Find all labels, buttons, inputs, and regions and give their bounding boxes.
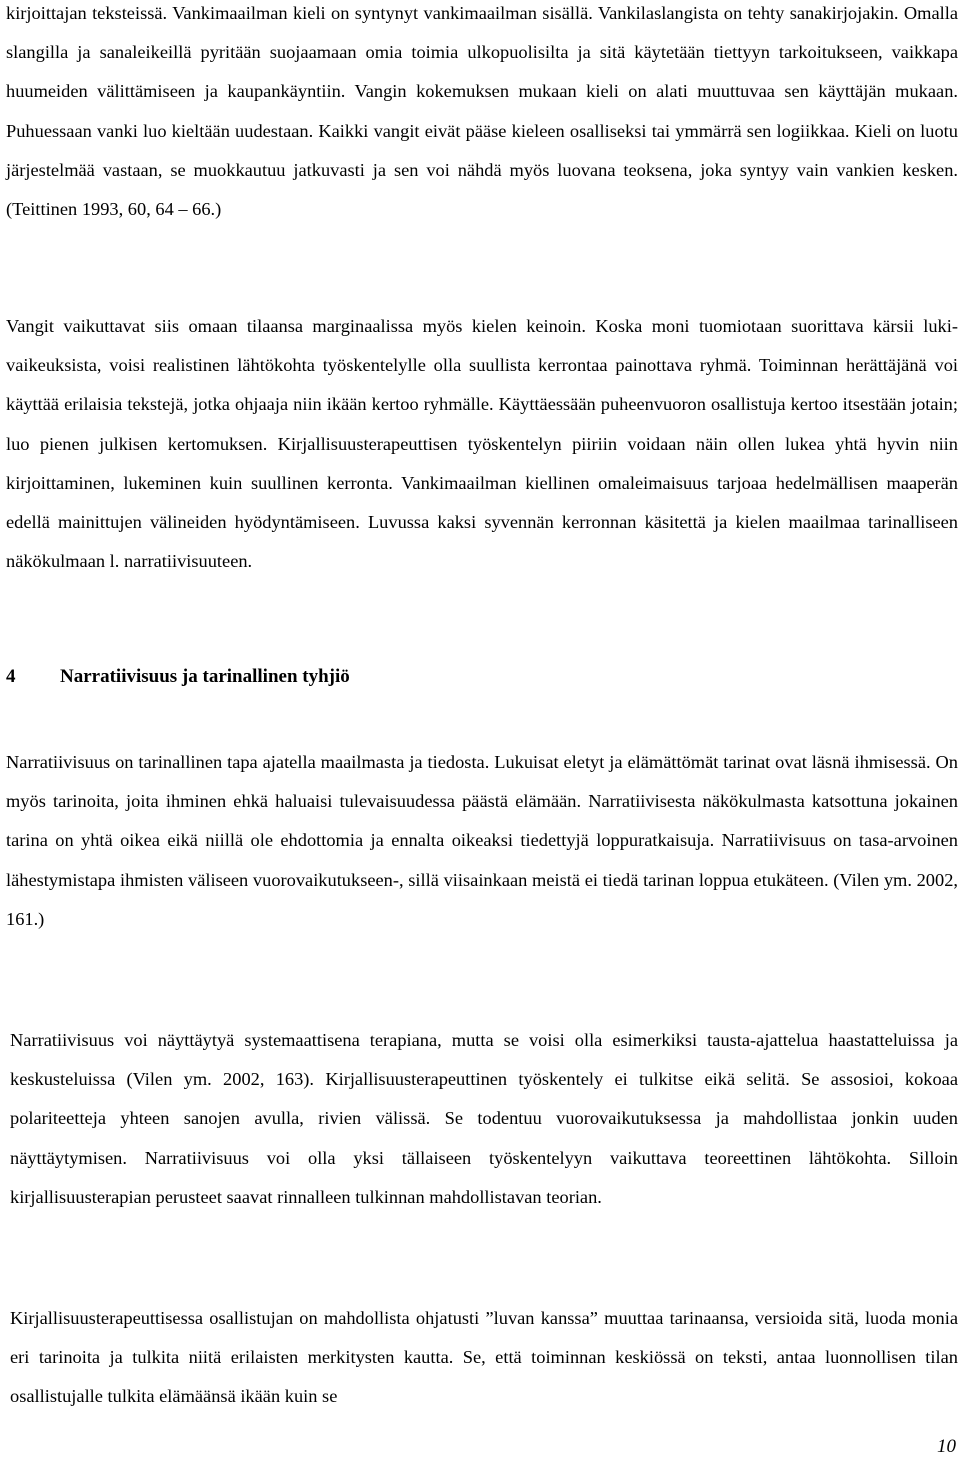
body-paragraph-4: Narratiivisuus voi näyttäytyä systemaattisena terapiana, mutta se voisi olla esimerkiksi tausta-ajattelua haastatteluissa ja keskusteluissa (Vilen ym. 2002, 163). Kirjallisuusterapeuttinen työskentely ei tulkitse eikä selitä. Se assosioi, kokoaa polariteetteja yhteen sanojen avulla, rivien välissä. Se todentuu vuorovaikutuksessa ja mahdollistaa jonkin uuden näyttäytymisen. Narratiivisuus voi olla yksi tällaiseen työskentelyyn vaikuttava teoreettinen lähtökohta. Silloin kirjallisuusterapian perusteet saavat rinnalleen tulkinnan mahdollistavan teorian. — [10, 1030, 958, 1207]
body-paragraph-5: Kirjallisuusterapeuttisessa osallistujan on mahdollista ohjatusti ”luvan kanssa” muuttaa tarinaansa, versioida sitä, luoda monia eri tarinoita ja tulkita niitä erilaisten merkitysten kautta. Se, että toiminnan keskiössä on teksti, antaa luonnollisen tilan osallistujalle tulkita elämäänsä ikään kuin se — [10, 1308, 958, 1407]
body-paragraph-2: Vangit vaikuttavat siis omaan tilaansa marginaalissa myös kielen keinoin. Koska moni tuomiotaan suorittava kärsii luki-vaikeuksista, voisi realistinen lähtökohta työskentelylle olla suullista kerrontaa painottava ryhmä. Toiminnan herättäjänä voi käyttää erilaisia tekstejä, jotka ohjaaja niin ikään kertoo ryhmälle. Käyttäessään puheenvuoron osallistuja kertoo itsestään jotain; luo pienen julkisen kertomuksen. Kirjallisuusterapeuttisen työskentelyn piiriin voidaan näin ollen lukea yhtä hyvin niin kirjoittaminen, lukeminen kuin suullinen kerronta. Vankimaailman kiellinen omaleimaisuus tarjoaa hedelmällisen maaperän edellä mainittujen välineiden hyödyntämiseen. Luvussa kaksi syvennän kerronnan käsitettä ja kielen maailmaa tarinalliseen näkökulmaan l. narratiivisuuteen. — [6, 316, 958, 572]
section-heading — [6, 662, 350, 692]
section-title: Narratiivisuus ja tarinallinen tyhjiö — [60, 666, 350, 687]
section-number: 4 — [6, 666, 16, 687]
body-paragraph-3: Narratiivisuus on tarinallinen tapa ajatella maailmasta ja tiedosta. Lukuisat eletyt ja elämättömät tarinat ovat läsnä ihmisessä. On myös tarinoita, joita ihminen ehkä haluaisi tulevaisuudessa päästä elämään. Narratiivisesta näkökulmasta katsottuna jokainen tarina on yhtä oikea eikä niillä ole ehdottomia ja ennalta oikeaksi tiedettyjä loppuratkaisuja. Narratiivisuus on tasa-arvoinen lähestymistapa ihmisten väliseen vuorovaikutukseen-, sillä viisainkaan meistä ei tiedä tarinan loppua etukäteen. (Vilen ym. 2002, 161.) — [6, 752, 958, 929]
body-paragraph-1: kirjoittajan teksteissä. Vankimaailman kieli on syntynyt vankimaailman sisällä. Vankilaslangista on tehty sanakirjojakin. Omalla slangilla ja sanaleikeillä pyritään suojaamaan omia toimia ulkopuolisilta ja sitä käytetään tiettyyn tarkoitukseen, vaikkapa huumeiden välittämiseen ja kaupankäyntiin. Vangin kokemuksen mukaan kieli on alati muuttuvaa sen käyttäjän mukaan. Puhuessaan vanki luo kieltään uudestaan. Kaikki vangit eivät pääse kieleen osalliseksi tai ymmärrä sen logiikkaa. Kieli on luotu järjestelmää vastaan, se muokkautuu jatkuvasti ja sen voi nähdä myös luovana teoksena, joka syntyy vain vankien kesken. (Teittinen 1993, 60, 64 – 66.) — [6, 3, 958, 220]
page-number: 10 — [937, 1436, 956, 1457]
